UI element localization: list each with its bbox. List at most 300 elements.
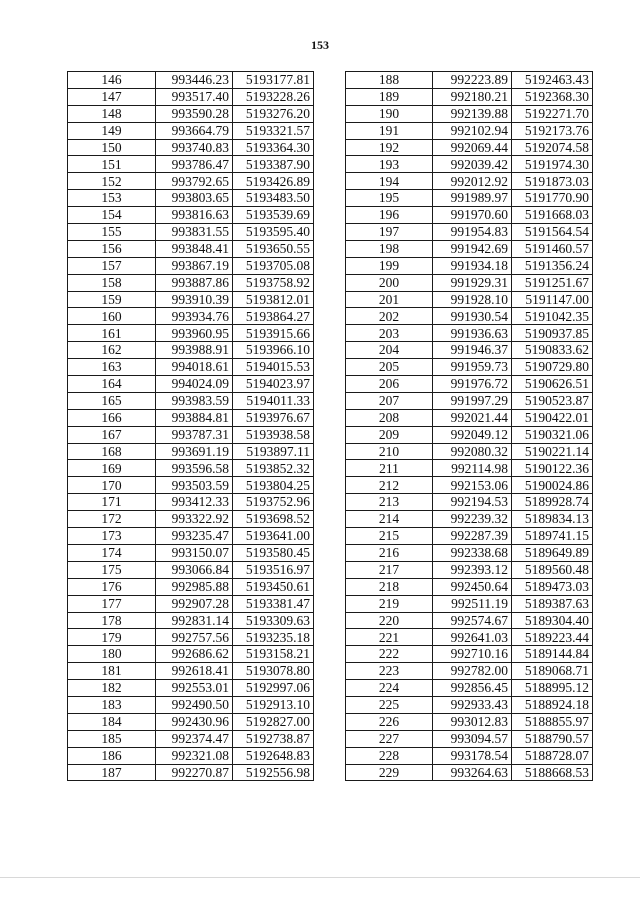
y-coordinate-cell: 5193309.63 — [233, 612, 314, 629]
table-row — [68, 494, 314, 511]
point-number-cell: 163 — [68, 359, 156, 376]
x-coordinate-cell: 993787.31 — [156, 426, 233, 443]
table-row — [68, 308, 314, 325]
point-number-cell: 186 — [68, 747, 156, 764]
y-coordinate-cell: 5193758.92 — [233, 274, 314, 291]
y-coordinate-cell: 5191042.35 — [512, 308, 593, 325]
y-coordinate-cell: 5192827.00 — [233, 713, 314, 730]
point-number-cell: 165 — [68, 392, 156, 409]
table-row — [346, 544, 593, 561]
x-coordinate-cell: 992114.98 — [433, 460, 512, 477]
point-number-cell: 164 — [68, 376, 156, 393]
y-coordinate-cell: 5193595.40 — [233, 224, 314, 241]
table-row — [68, 190, 314, 207]
point-number-cell: 173 — [68, 528, 156, 545]
table-row — [68, 528, 314, 545]
y-coordinate-cell: 5191251.67 — [512, 274, 593, 291]
table-row — [346, 342, 593, 359]
x-coordinate-cell: 992180.21 — [433, 88, 512, 105]
table-row — [68, 629, 314, 646]
table-row — [68, 663, 314, 680]
table-row — [68, 325, 314, 342]
x-coordinate-cell: 993848.41 — [156, 240, 233, 257]
x-coordinate-cell: 992153.06 — [433, 477, 512, 494]
x-coordinate-cell: 992933.43 — [433, 696, 512, 713]
table-row — [346, 460, 593, 477]
table-row — [346, 528, 593, 545]
point-number-cell: 224 — [346, 680, 433, 697]
point-number-cell: 218 — [346, 578, 433, 595]
y-coordinate-cell: 5191770.90 — [512, 190, 593, 207]
y-coordinate-cell: 5194023.97 — [233, 376, 314, 393]
x-coordinate-cell: 991997.29 — [433, 392, 512, 409]
point-number-cell: 211 — [346, 460, 433, 477]
x-coordinate-cell: 992553.01 — [156, 680, 233, 697]
point-number-cell: 166 — [68, 409, 156, 426]
y-coordinate-cell: 5190523.87 — [512, 392, 593, 409]
y-coordinate-cell: 5188855.97 — [512, 713, 593, 730]
table-row — [68, 207, 314, 224]
point-number-cell: 195 — [346, 190, 433, 207]
table-row — [68, 342, 314, 359]
coordinates-table-right-body — [346, 72, 593, 781]
x-coordinate-cell: 992856.45 — [433, 680, 512, 697]
point-number-cell: 220 — [346, 612, 433, 629]
point-number-cell: 227 — [346, 730, 433, 747]
table-row — [68, 72, 314, 89]
point-number-cell: 162 — [68, 342, 156, 359]
y-coordinate-cell: 5193450.61 — [233, 578, 314, 595]
point-number-cell: 219 — [346, 595, 433, 612]
x-coordinate-cell: 992102.94 — [433, 122, 512, 139]
y-coordinate-cell: 5189473.03 — [512, 578, 593, 595]
point-number-cell: 174 — [68, 544, 156, 561]
point-number-cell: 178 — [68, 612, 156, 629]
y-coordinate-cell: 5193364.30 — [233, 139, 314, 156]
x-coordinate-cell: 993446.23 — [156, 72, 233, 89]
x-coordinate-cell: 992757.56 — [156, 629, 233, 646]
x-coordinate-cell: 992021.44 — [433, 409, 512, 426]
table-row — [346, 224, 593, 241]
y-coordinate-cell: 5193966.10 — [233, 342, 314, 359]
x-coordinate-cell: 992069.44 — [433, 139, 512, 156]
y-coordinate-cell: 5190422.01 — [512, 409, 593, 426]
page-number: 153 — [311, 38, 329, 52]
y-coordinate-cell: 5191356.24 — [512, 257, 593, 274]
table-row — [346, 274, 593, 291]
y-coordinate-cell: 5192271.70 — [512, 105, 593, 122]
y-coordinate-cell: 5190122.36 — [512, 460, 593, 477]
x-coordinate-cell: 991936.63 — [433, 325, 512, 342]
table-row — [68, 88, 314, 105]
point-number-cell: 171 — [68, 494, 156, 511]
y-coordinate-cell: 5194011.33 — [233, 392, 314, 409]
table-row — [346, 747, 593, 764]
x-coordinate-cell: 993412.33 — [156, 494, 233, 511]
x-coordinate-cell: 991928.10 — [433, 291, 512, 308]
y-coordinate-cell: 5190626.51 — [512, 376, 593, 393]
point-number-cell: 229 — [346, 764, 433, 781]
point-number-cell: 158 — [68, 274, 156, 291]
x-coordinate-cell: 993012.83 — [433, 713, 512, 730]
y-coordinate-cell: 5193235.18 — [233, 629, 314, 646]
y-coordinate-cell: 5188668.53 — [512, 764, 593, 781]
y-coordinate-cell: 5190937.85 — [512, 325, 593, 342]
x-coordinate-cell: 993867.19 — [156, 257, 233, 274]
y-coordinate-cell: 5190221.14 — [512, 443, 593, 460]
y-coordinate-cell: 5193938.58 — [233, 426, 314, 443]
point-number-cell: 180 — [68, 646, 156, 663]
point-number-cell: 169 — [68, 460, 156, 477]
point-number-cell: 222 — [346, 646, 433, 663]
point-number-cell: 215 — [346, 528, 433, 545]
y-coordinate-cell: 5189068.71 — [512, 663, 593, 680]
x-coordinate-cell: 992710.16 — [433, 646, 512, 663]
y-coordinate-cell: 5191873.03 — [512, 173, 593, 190]
x-coordinate-cell: 992012.92 — [433, 173, 512, 190]
x-coordinate-cell: 992374.47 — [156, 730, 233, 747]
point-number-cell: 225 — [346, 696, 433, 713]
x-coordinate-cell: 993983.59 — [156, 392, 233, 409]
point-number-cell: 207 — [346, 392, 433, 409]
x-coordinate-cell: 993786.47 — [156, 156, 233, 173]
point-number-cell: 216 — [346, 544, 433, 561]
point-number-cell: 147 — [68, 88, 156, 105]
x-coordinate-cell: 993884.81 — [156, 409, 233, 426]
point-number-cell: 184 — [68, 713, 156, 730]
y-coordinate-cell: 5193650.55 — [233, 240, 314, 257]
table-row — [68, 392, 314, 409]
x-coordinate-cell: 992985.88 — [156, 578, 233, 595]
y-coordinate-cell: 5193852.32 — [233, 460, 314, 477]
x-coordinate-cell: 993803.65 — [156, 190, 233, 207]
y-coordinate-cell: 5192074.58 — [512, 139, 593, 156]
point-number-cell: 187 — [68, 764, 156, 781]
table-row — [68, 747, 314, 764]
point-number-cell: 189 — [346, 88, 433, 105]
x-coordinate-cell: 991970.60 — [433, 207, 512, 224]
y-coordinate-cell: 5189928.74 — [512, 494, 593, 511]
point-number-cell: 160 — [68, 308, 156, 325]
table-row — [68, 426, 314, 443]
point-number-cell: 161 — [68, 325, 156, 342]
table-row — [346, 629, 593, 646]
table-row — [346, 376, 593, 393]
y-coordinate-cell: 5192556.98 — [233, 764, 314, 781]
y-coordinate-cell: 5193276.20 — [233, 105, 314, 122]
x-coordinate-cell: 992511.19 — [433, 595, 512, 612]
table-row — [346, 190, 593, 207]
table-row — [68, 764, 314, 781]
x-coordinate-cell: 993910.39 — [156, 291, 233, 308]
point-number-cell: 175 — [68, 561, 156, 578]
x-coordinate-cell: 992450.64 — [433, 578, 512, 595]
table-row — [346, 105, 593, 122]
point-number-cell: 214 — [346, 511, 433, 528]
point-number-cell: 203 — [346, 325, 433, 342]
y-coordinate-cell: 5191668.03 — [512, 207, 593, 224]
y-coordinate-cell: 5193752.96 — [233, 494, 314, 511]
point-number-cell: 199 — [346, 257, 433, 274]
x-coordinate-cell: 991954.83 — [433, 224, 512, 241]
y-coordinate-cell: 5193321.57 — [233, 122, 314, 139]
y-coordinate-cell: 5188995.12 — [512, 680, 593, 697]
point-number-cell: 206 — [346, 376, 433, 393]
x-coordinate-cell: 992080.32 — [433, 443, 512, 460]
table-row — [68, 713, 314, 730]
point-number-cell: 208 — [346, 409, 433, 426]
y-coordinate-cell: 5193698.52 — [233, 511, 314, 528]
x-coordinate-cell: 993322.92 — [156, 511, 233, 528]
point-number-cell: 200 — [346, 274, 433, 291]
point-number-cell: 226 — [346, 713, 433, 730]
point-number-cell: 156 — [68, 240, 156, 257]
y-coordinate-cell: 5188728.07 — [512, 747, 593, 764]
point-number-cell: 197 — [346, 224, 433, 241]
table-row — [346, 578, 593, 595]
y-coordinate-cell: 5190729.80 — [512, 359, 593, 376]
table-row — [346, 477, 593, 494]
x-coordinate-cell: 992321.08 — [156, 747, 233, 764]
point-number-cell: 148 — [68, 105, 156, 122]
x-coordinate-cell: 994024.09 — [156, 376, 233, 393]
table-row — [346, 646, 593, 663]
point-number-cell: 185 — [68, 730, 156, 747]
table-row — [346, 511, 593, 528]
x-coordinate-cell: 993517.40 — [156, 88, 233, 105]
point-number-cell: 152 — [68, 173, 156, 190]
table-row — [346, 443, 593, 460]
point-number-cell: 194 — [346, 173, 433, 190]
point-number-cell: 217 — [346, 561, 433, 578]
y-coordinate-cell: 5192648.83 — [233, 747, 314, 764]
table-row — [68, 376, 314, 393]
point-number-cell: 210 — [346, 443, 433, 460]
x-coordinate-cell: 993740.83 — [156, 139, 233, 156]
table-row — [68, 646, 314, 663]
x-coordinate-cell: 992430.96 — [156, 713, 233, 730]
table-row — [346, 409, 593, 426]
table-row — [68, 139, 314, 156]
y-coordinate-cell: 5189560.48 — [512, 561, 593, 578]
point-number-cell: 170 — [68, 477, 156, 494]
point-number-cell: 149 — [68, 122, 156, 139]
x-coordinate-cell: 994018.61 — [156, 359, 233, 376]
x-coordinate-cell: 993150.07 — [156, 544, 233, 561]
table-row — [68, 274, 314, 291]
point-number-cell: 221 — [346, 629, 433, 646]
y-coordinate-cell: 5192173.76 — [512, 122, 593, 139]
table-row — [68, 173, 314, 190]
table-row — [346, 139, 593, 156]
page-bottom-rule — [0, 877, 640, 878]
y-coordinate-cell: 5189223.44 — [512, 629, 593, 646]
table-row — [346, 207, 593, 224]
coordinates-table-right — [345, 71, 593, 781]
y-coordinate-cell: 5190321.06 — [512, 426, 593, 443]
table-row — [346, 764, 593, 781]
point-number-cell: 172 — [68, 511, 156, 528]
point-number-cell: 159 — [68, 291, 156, 308]
x-coordinate-cell: 992574.67 — [433, 612, 512, 629]
table-row — [346, 359, 593, 376]
x-coordinate-cell: 993816.63 — [156, 207, 233, 224]
y-coordinate-cell: 5193426.89 — [233, 173, 314, 190]
point-number-cell: 176 — [68, 578, 156, 595]
table-row — [346, 595, 593, 612]
x-coordinate-cell: 992338.68 — [433, 544, 512, 561]
y-coordinate-cell: 5191564.54 — [512, 224, 593, 241]
table-row — [68, 511, 314, 528]
table-row — [346, 291, 593, 308]
table-row — [68, 561, 314, 578]
table-row — [346, 257, 593, 274]
y-coordinate-cell: 5189741.15 — [512, 528, 593, 545]
y-coordinate-cell: 5193976.67 — [233, 409, 314, 426]
y-coordinate-cell: 5191460.57 — [512, 240, 593, 257]
x-coordinate-cell: 993988.91 — [156, 342, 233, 359]
x-coordinate-cell: 992287.39 — [433, 528, 512, 545]
x-coordinate-cell: 993934.76 — [156, 308, 233, 325]
table-row — [346, 72, 593, 89]
table-row — [68, 578, 314, 595]
y-coordinate-cell: 5193580.45 — [233, 544, 314, 561]
point-number-cell: 213 — [346, 494, 433, 511]
y-coordinate-cell: 5193804.25 — [233, 477, 314, 494]
table-row — [68, 680, 314, 697]
y-coordinate-cell: 5192997.06 — [233, 680, 314, 697]
y-coordinate-cell: 5193641.00 — [233, 528, 314, 545]
y-coordinate-cell: 5192738.87 — [233, 730, 314, 747]
point-number-cell: 190 — [346, 105, 433, 122]
coordinates-table-left — [67, 71, 314, 781]
x-coordinate-cell: 991929.31 — [433, 274, 512, 291]
point-number-cell: 154 — [68, 207, 156, 224]
x-coordinate-cell: 992618.41 — [156, 663, 233, 680]
x-coordinate-cell: 991930.54 — [433, 308, 512, 325]
x-coordinate-cell: 992039.42 — [433, 156, 512, 173]
table-row — [68, 156, 314, 173]
point-number-cell: 168 — [68, 443, 156, 460]
table-row — [68, 359, 314, 376]
point-number-cell: 155 — [68, 224, 156, 241]
table-row — [346, 173, 593, 190]
x-coordinate-cell: 993094.57 — [433, 730, 512, 747]
y-coordinate-cell: 5193228.26 — [233, 88, 314, 105]
x-coordinate-cell: 993590.28 — [156, 105, 233, 122]
table-row — [346, 730, 593, 747]
x-coordinate-cell: 993066.84 — [156, 561, 233, 578]
y-coordinate-cell: 5192463.43 — [512, 72, 593, 89]
y-coordinate-cell: 5189304.40 — [512, 612, 593, 629]
x-coordinate-cell: 992490.50 — [156, 696, 233, 713]
y-coordinate-cell: 5191147.00 — [512, 291, 593, 308]
y-coordinate-cell: 5191974.30 — [512, 156, 593, 173]
x-coordinate-cell: 992641.03 — [433, 629, 512, 646]
x-coordinate-cell: 992223.89 — [433, 72, 512, 89]
point-number-cell: 146 — [68, 72, 156, 89]
y-coordinate-cell: 5189649.89 — [512, 544, 593, 561]
point-number-cell: 196 — [346, 207, 433, 224]
point-number-cell: 205 — [346, 359, 433, 376]
x-coordinate-cell: 992782.00 — [433, 663, 512, 680]
x-coordinate-cell: 992831.14 — [156, 612, 233, 629]
x-coordinate-cell: 993887.86 — [156, 274, 233, 291]
y-coordinate-cell: 5189144.84 — [512, 646, 593, 663]
table-row — [346, 88, 593, 105]
table-row — [346, 663, 593, 680]
table-row — [346, 392, 593, 409]
table-row — [68, 544, 314, 561]
point-number-cell: 157 — [68, 257, 156, 274]
table-row — [68, 291, 314, 308]
x-coordinate-cell: 993178.54 — [433, 747, 512, 764]
x-coordinate-cell: 993264.63 — [433, 764, 512, 781]
point-number-cell: 181 — [68, 663, 156, 680]
point-number-cell: 228 — [346, 747, 433, 764]
table-row — [68, 443, 314, 460]
table-row — [68, 409, 314, 426]
table-row — [346, 713, 593, 730]
point-number-cell: 198 — [346, 240, 433, 257]
y-coordinate-cell: 5194015.53 — [233, 359, 314, 376]
y-coordinate-cell: 5193897.11 — [233, 443, 314, 460]
table-row — [68, 730, 314, 747]
table-row — [346, 308, 593, 325]
table-row — [346, 240, 593, 257]
x-coordinate-cell: 992239.32 — [433, 511, 512, 528]
y-coordinate-cell: 5189387.63 — [512, 595, 593, 612]
y-coordinate-cell: 5193078.80 — [233, 663, 314, 680]
table-row — [346, 122, 593, 139]
point-number-cell: 177 — [68, 595, 156, 612]
y-coordinate-cell: 5193539.69 — [233, 207, 314, 224]
point-number-cell: 223 — [346, 663, 433, 680]
point-number-cell: 188 — [346, 72, 433, 89]
y-coordinate-cell: 5192368.30 — [512, 88, 593, 105]
point-number-cell: 182 — [68, 680, 156, 697]
y-coordinate-cell: 5190024.86 — [512, 477, 593, 494]
y-coordinate-cell: 5193705.08 — [233, 257, 314, 274]
table-row — [68, 612, 314, 629]
y-coordinate-cell: 5193381.47 — [233, 595, 314, 612]
table-row — [346, 494, 593, 511]
x-coordinate-cell: 991942.69 — [433, 240, 512, 257]
x-coordinate-cell: 992907.28 — [156, 595, 233, 612]
x-coordinate-cell: 992049.12 — [433, 426, 512, 443]
y-coordinate-cell: 5193483.50 — [233, 190, 314, 207]
point-number-cell: 201 — [346, 291, 433, 308]
x-coordinate-cell: 991959.73 — [433, 359, 512, 376]
point-number-cell: 167 — [68, 426, 156, 443]
y-coordinate-cell: 5189834.13 — [512, 511, 593, 528]
point-number-cell: 209 — [346, 426, 433, 443]
x-coordinate-cell: 992270.87 — [156, 764, 233, 781]
x-coordinate-cell: 991989.97 — [433, 190, 512, 207]
table-row — [68, 224, 314, 241]
x-coordinate-cell: 991976.72 — [433, 376, 512, 393]
point-number-cell: 202 — [346, 308, 433, 325]
y-coordinate-cell: 5190833.62 — [512, 342, 593, 359]
y-coordinate-cell: 5193387.90 — [233, 156, 314, 173]
table-row — [68, 595, 314, 612]
table-row — [346, 156, 593, 173]
point-number-cell: 183 — [68, 696, 156, 713]
x-coordinate-cell: 991934.18 — [433, 257, 512, 274]
y-coordinate-cell: 5188924.18 — [512, 696, 593, 713]
y-coordinate-cell: 5193516.97 — [233, 561, 314, 578]
y-coordinate-cell: 5188790.57 — [512, 730, 593, 747]
